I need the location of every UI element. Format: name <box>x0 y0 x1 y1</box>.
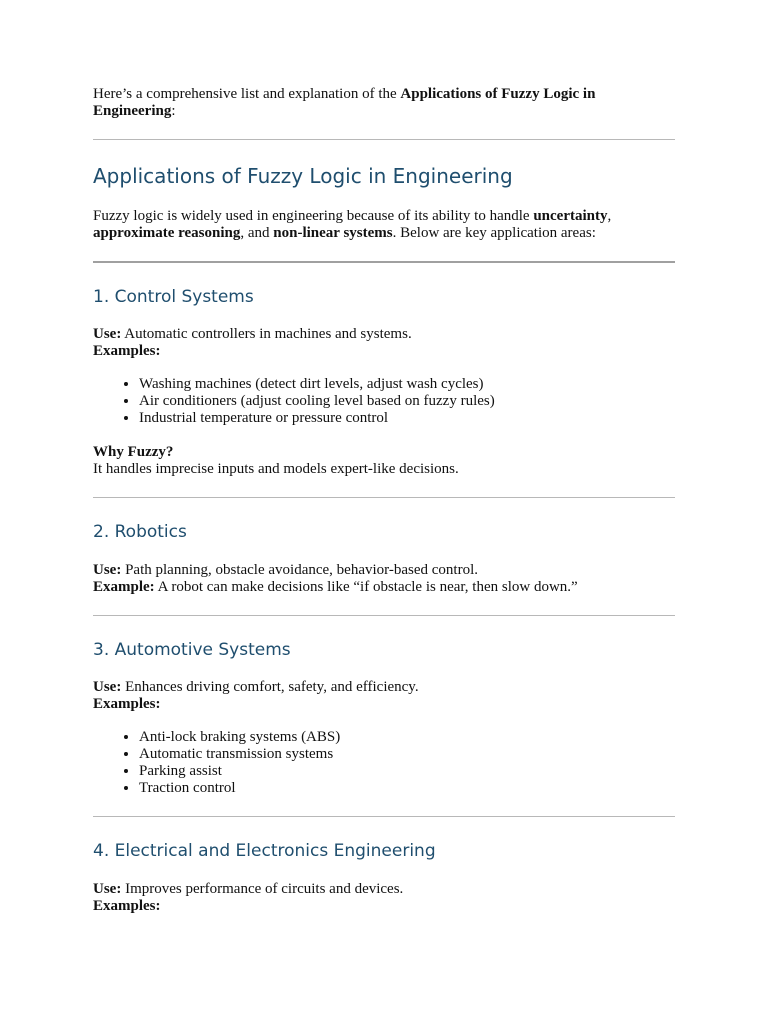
use-label: Use: <box>93 881 122 897</box>
divider <box>93 497 675 498</box>
summary-text: Fuzzy logic is widely used in engineering because of its ability to handle <box>93 208 534 224</box>
summary-paragraph <box>93 208 675 242</box>
use-text: Improves performance of circuits and devices. <box>121 881 404 897</box>
list-item: • Parking assist <box>139 763 675 780</box>
examples-list <box>93 729 675 797</box>
divider <box>93 261 675 263</box>
use-text: Enhances driving comfort, safety, and efficiency. <box>121 679 419 695</box>
list-item: • Automatic transmission systems <box>139 746 675 763</box>
use-text: Path planning, obstacle avoidance, behavior-based control. <box>121 562 478 578</box>
divider <box>93 139 675 140</box>
intro-suffix: : <box>171 103 176 119</box>
divider <box>93 816 675 817</box>
example-line <box>93 579 675 596</box>
list-item: • Industrial temperature or pressure control <box>139 410 675 427</box>
page-title: Applications of Fuzzy Logic in Engineering <box>93 164 513 188</box>
summary-bold-nonlinear: non-linear systems <box>273 225 393 241</box>
document-page <box>93 86 675 915</box>
intro-bold: Applications of Fuzzy Logic in Engineering <box>93 86 596 119</box>
summary-text: , and <box>240 225 274 241</box>
examples-label: Examples: <box>93 343 161 359</box>
use-label: Use: <box>93 679 122 695</box>
use-line <box>93 679 675 696</box>
list-item: • Air conditioners (adjust cooling level based on fuzzy rules) <box>139 393 675 410</box>
why-text: It handles imprecise inputs and models expert-like decisions. <box>93 461 459 477</box>
summary-text: . Below are key application areas: <box>392 225 596 241</box>
use-line <box>93 881 675 898</box>
use-line <box>93 562 675 579</box>
list-item: • Anti-lock braking systems (ABS) <box>139 729 675 746</box>
section-heading: 3. Automotive Systems <box>93 640 291 660</box>
examples-list <box>93 376 675 427</box>
example-label: Example: <box>93 579 155 595</box>
summary-bold-uncertainty: uncertainty <box>533 208 608 224</box>
section-heading: 2. Robotics <box>93 522 187 542</box>
section-heading: 4. Electrical and Electronics Engineering <box>93 841 436 861</box>
why-label: Why Fuzzy? <box>93 444 174 460</box>
use-label: Use: <box>93 562 122 578</box>
use-label: Use: <box>93 326 122 342</box>
example-text: A robot can make decisions like “if obstacle is near, then slow down.” <box>154 579 578 595</box>
list-item: • Traction control <box>139 780 675 797</box>
divider <box>93 615 675 616</box>
summary-bold-approx: approximate reasoning <box>93 225 241 241</box>
summary-text: , <box>607 208 612 224</box>
intro-paragraph <box>93 86 675 120</box>
section-heading: 1. Control Systems <box>93 287 254 307</box>
examples-label: Examples: <box>93 898 161 914</box>
examples-label: Examples: <box>93 696 161 712</box>
use-line <box>93 326 675 343</box>
use-text: Automatic controllers in machines and systems. <box>121 326 412 342</box>
intro-text: Here’s a comprehensive list and explanation of the <box>93 86 401 102</box>
list-item: • Washing machines (detect dirt levels, adjust wash cycles) <box>139 376 675 393</box>
